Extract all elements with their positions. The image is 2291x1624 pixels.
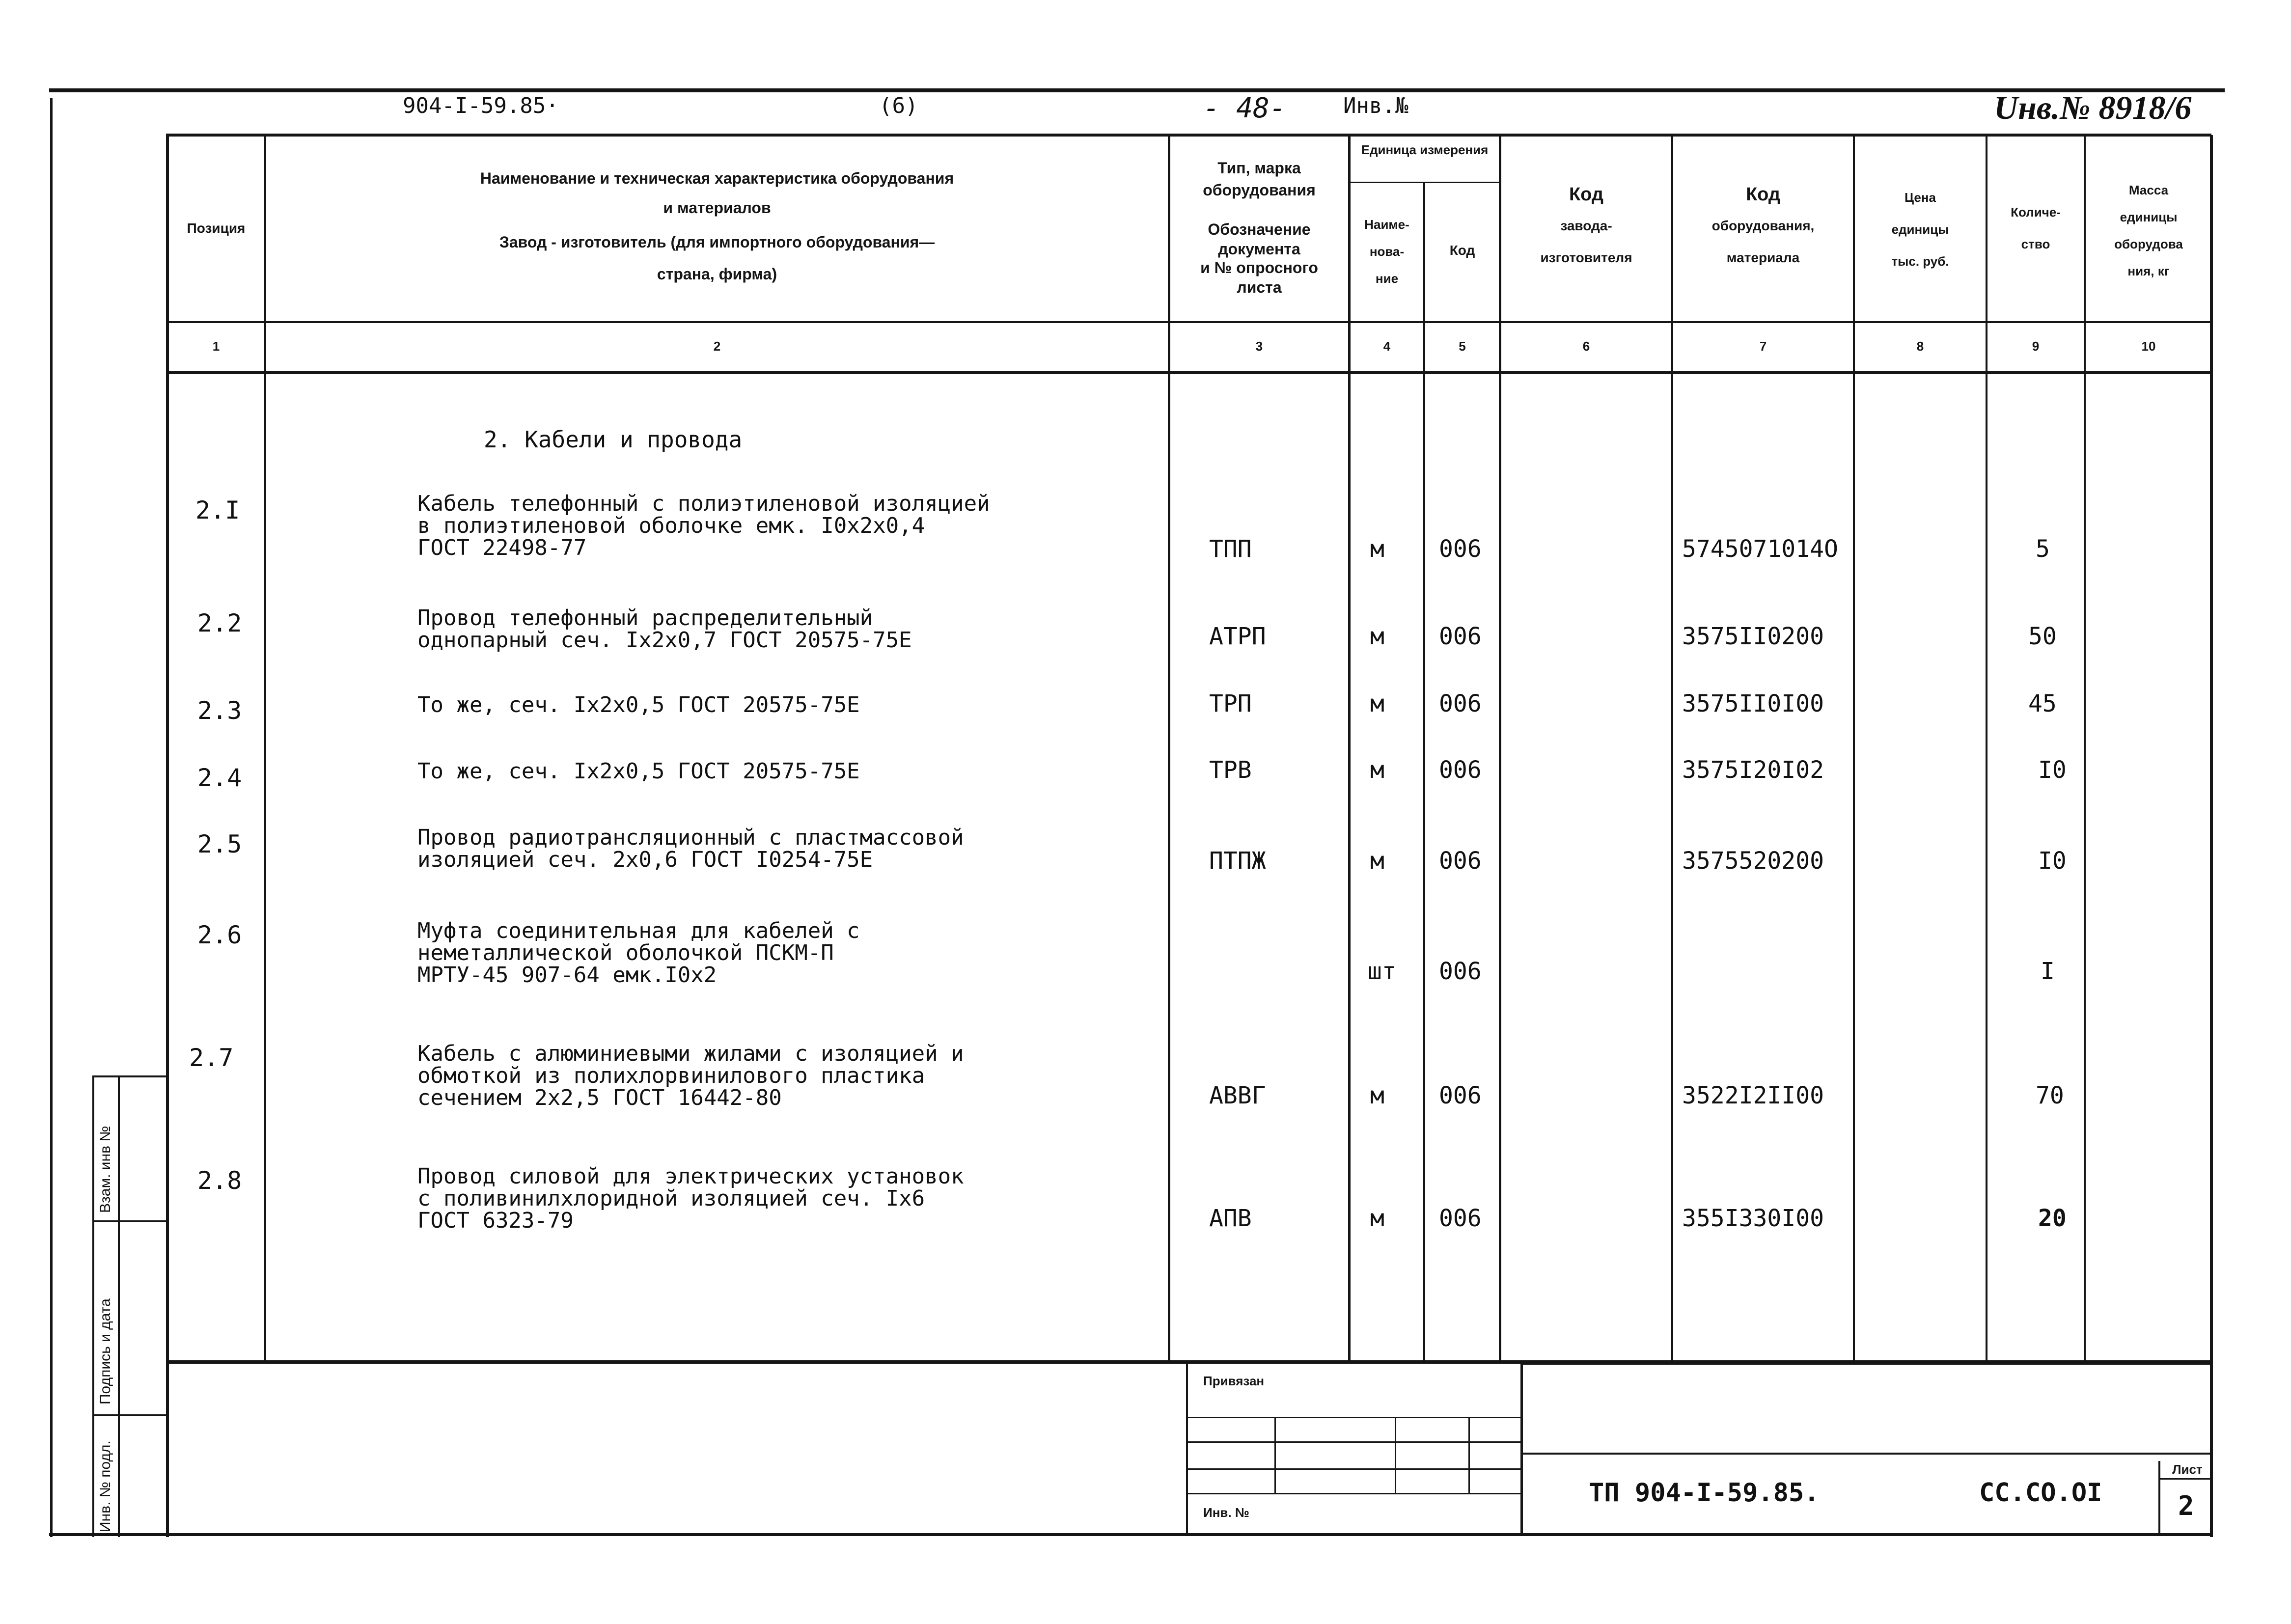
row-3-qty: 45 [2028,690,2057,717]
row-3-equip-code: 3575II0I00 [1682,690,1824,717]
row-2-desc-line2: однопарный сеч. Ix2x0,7 ГОСТ 20575-75Е [417,628,912,653]
row-1-desc-line2: в полиэтиленовой оболочке емк. I0x2x0,4 [417,513,925,538]
side-strip-top [92,1075,166,1077]
row-1-qty: 5 [2036,535,2050,563]
side-strip-outer [92,1075,94,1537]
hdr-unit-code: Код [1449,243,1475,258]
hdr-type-line1: Тип, марка [1217,159,1301,177]
hdr-unit-name-line2: нова- [1369,244,1405,259]
stamp-list-number: 2 [2178,1490,2194,1521]
hdr-maker-line1: Код [1569,184,1604,205]
hdr-price-line2: единицы [1891,222,1949,237]
side-strip-sep-2 [92,1414,166,1416]
row-7-qty: 70 [2036,1082,2064,1109]
row-4-qty: I0 [2038,756,2067,784]
row-1-unit: м [1370,535,1384,563]
row-4-type: ТРВ [1209,756,1252,784]
hdr-unit-group: Единица измерения [1361,142,1489,157]
row-8-unit-code: 006 [1439,1205,1482,1232]
row-5-desc-line2: изоляцией сеч. 2x0,6 ГОСТ I0254-75Е [417,847,873,872]
row-5-equip-code: 3575520200 [1682,847,1824,875]
stamp-row-4 [1186,1493,1522,1494]
col-line-3 [1348,135,1351,1360]
hdr-maker-line3: изготовителя [1540,250,1632,265]
colnum-6: 6 [1582,339,1590,354]
row-1-position: 2.I [195,496,240,524]
row-4-equip-code: 3575I20I02 [1682,756,1824,784]
frame-left-line [50,98,53,1537]
hdr-position: Позиция [187,220,246,236]
col-line-4 [1423,183,1425,1360]
col-line-7 [1853,135,1855,1360]
page-bottom-line [49,1533,2212,1536]
top-inv-handwritten: Uнв.№ 8918/6 [1994,89,2192,126]
hdr-qty-line2: ство [2021,237,2050,251]
col-line-6 [1671,135,1673,1360]
row-7-desc-line2: обмоткой из полихлорвинилового пластика [417,1063,925,1088]
row-7-type: АВВГ [1209,1082,1266,1109]
hdr-price-line3: тыс. руб. [1891,254,1949,269]
colnum-5: 5 [1459,339,1466,354]
col-line-2 [1168,135,1170,1360]
row-1-equip-code: 5745071014О [1682,535,1838,563]
hdr-name-line2: и материалов [663,199,771,217]
hdr-equip-code-line1: Код [1745,184,1781,205]
hdr-type-line4: документа [1218,240,1300,258]
top-sheet-num: (6) [879,93,918,118]
table-left-line [166,135,169,1537]
list-box-left [2158,1461,2160,1535]
stamp-inv-no: Инв. № [1203,1505,1249,1520]
colnum-4: 4 [1383,339,1391,354]
hdr-name-line3: Завод - изготовитель (для импортного оборудования— [499,233,935,251]
top-inv-label: Инв.№ [1343,93,1408,118]
top-doc-code: 904-I-59.85· [403,93,559,118]
stamp-col-c [1468,1417,1470,1493]
stamp-row-2 [1186,1441,1522,1443]
hdr-type-line2: оборудования [1203,181,1316,199]
row-1-type: ТПП [1209,535,1252,563]
section-title: 2. Кабели и провода [484,426,743,453]
row-8-qty: 20 [2038,1205,2067,1232]
hdr-unit-name-line1: Наиме- [1364,217,1409,232]
row-1-unit-code: 006 [1439,535,1482,563]
hdr-name-line4: страна, фирма) [657,265,777,283]
row-3-position: 2.3 [197,696,242,725]
header-top-line [166,134,2211,137]
colnum-1: 1 [212,339,220,354]
hdr-mass-line2: единицы [2120,210,2178,224]
hdr-type-line5: и № опросного [1200,259,1318,276]
row-8-desc-line3: ГОСТ 6323-79 [417,1208,574,1233]
row-6-position: 2.6 [197,921,242,949]
stamp-col-a [1274,1417,1276,1493]
hdr-price-line1: Цена [1905,190,1936,205]
hdr-equip-code-line2: оборудования, [1711,218,1815,233]
stamp-left-line [1186,1363,1188,1535]
hdr-name-line1: Наименование и техническая характеристика оборудования [480,169,954,187]
side-vzam-label: Взам. инв № [97,1126,113,1213]
stamp-row-1 [1186,1417,1522,1418]
hdr-mass-line3: оборудова [2114,237,2183,251]
row-7-unit-code: 006 [1439,1082,1482,1109]
col-line-9 [2084,135,2086,1360]
colnum-7: 7 [1759,339,1767,354]
row-2-unit: м [1370,623,1384,650]
row-7-unit: м [1370,1082,1384,1109]
row-6-unit: шт [1368,958,1396,985]
stamp-sheet-code: СС.СО.ОI [1979,1478,2102,1508]
stamp-privyazan: Привязан [1203,1374,1265,1388]
row-8-desc-line1: Провод силовой для электрических установок [417,1164,964,1189]
hdr-unit-name-line3: ние [1375,271,1399,286]
side-strip-sep-1 [92,1220,166,1222]
col-line-8 [1986,135,1987,1360]
col-line-5 [1499,135,1501,1360]
side-inv-podl-label: Инв. № подл. [97,1440,113,1532]
hdr-mass-line4: ния, кг [2127,264,2170,278]
row-5-qty: I0 [2038,847,2067,875]
row-2-unit-code: 006 [1439,623,1482,650]
frame-top-line [49,88,2225,92]
colnum-2: 2 [713,339,721,354]
stamp-row-3 [1186,1468,1522,1470]
table-right-line [2210,135,2213,1537]
row-4-unit: м [1370,756,1384,784]
row-6-unit-code: 006 [1439,958,1482,985]
row-3-type: ТРП [1209,690,1252,717]
side-podpis-label: Подпись и дата [97,1298,113,1404]
row-5-unit-code: 006 [1439,847,1482,875]
row-4-unit-code: 006 [1439,756,1482,784]
row-3-desc-line1: То же, сеч. Ix2x0,5 ГОСТ 20575-75Е [417,692,860,717]
stamp-col-b [1395,1417,1396,1493]
row-5-unit: м [1370,847,1384,875]
stamp-top-line [1522,1363,2212,1365]
col-line-1 [264,135,266,1360]
list-box-top [2158,1478,2212,1480]
row-8-equip-code: 355I330I00 [1682,1205,1824,1232]
unit-group-line [1348,182,1499,183]
colnum-8: 8 [1916,339,1924,354]
stamp-inner-line [1520,1363,1523,1535]
hdr-maker-line2: завода- [1560,218,1612,233]
hdr-equip-code-line3: материала [1726,250,1800,265]
row-5-position: 2.5 [197,830,242,858]
stamp-mid-line [1522,1453,2212,1455]
hdr-type-line3: Обозначение [1208,220,1311,238]
row-3-unit: м [1370,690,1384,717]
row-7-equip-code: 3522I2II00 [1682,1082,1824,1109]
row-4-desc-line1: То же, сеч. Ix2x0,5 ГОСТ 20575-75Е [417,759,860,784]
stamp-doc-code: ТП 904-I-59.85. [1589,1478,1820,1508]
header-bottom-line [166,321,2211,323]
row-2-position: 2.2 [197,609,242,637]
row-6-desc-line3: МРТУ-45 907-64 емк.I0x2 [417,963,717,988]
row-2-type: АТРП [1209,623,1266,650]
row-2-qty: 50 [2028,623,2057,650]
colnum-10: 10 [2141,339,2156,354]
top-page-mark: - 48- [1203,92,1286,124]
row-6-qty: I [2041,958,2055,985]
stamp-list-label: Лист [2172,1462,2203,1477]
colnum-3: 3 [1255,339,1263,354]
row-8-desc-line2: с поливинилхлоридной изоляцией сеч. Ix6 [417,1186,925,1211]
row-4-position: 2.4 [197,764,242,792]
colnum-9: 9 [2032,339,2040,354]
row-2-desc-line1: Провод телефонный распределительный [417,606,873,631]
row-8-unit: м [1370,1205,1384,1232]
row-5-desc-line1: Провод радиотрансляционный с пластмассовой [417,825,964,850]
row-3-unit-code: 006 [1439,690,1482,717]
row-5-type: ПТПЖ [1209,847,1266,875]
hdr-type-line6: листа [1237,278,1282,296]
row-7-desc-line3: сечением 2x2,5 ГОСТ 16442-80 [417,1085,782,1110]
row-7-desc-line1: Кабель с алюминиевыми жилами с изоляцией и [417,1041,964,1066]
row-6-desc-line1: Муфта соединительная для кабелей с [417,918,860,943]
hdr-qty-line1: Количе- [2011,205,2061,220]
numbers-bottom-line [166,371,2211,374]
row-1-desc-line3: ГОСТ 22498-77 [417,535,587,560]
row-8-position: 2.8 [197,1166,242,1195]
row-7-position: 2.7 [189,1044,234,1072]
row-1-desc-line1: Кабель телефонный с полиэтиленовой изоляцией [417,491,990,516]
row-6-desc-line2: неметаллической оболочкой ПСКМ-П [417,940,834,965]
hdr-mass-line1: Масса [2128,183,2169,197]
row-8-type: АПВ [1209,1205,1252,1232]
side-strip-inner [118,1075,120,1537]
row-2-equip-code: 3575II0200 [1682,623,1824,650]
